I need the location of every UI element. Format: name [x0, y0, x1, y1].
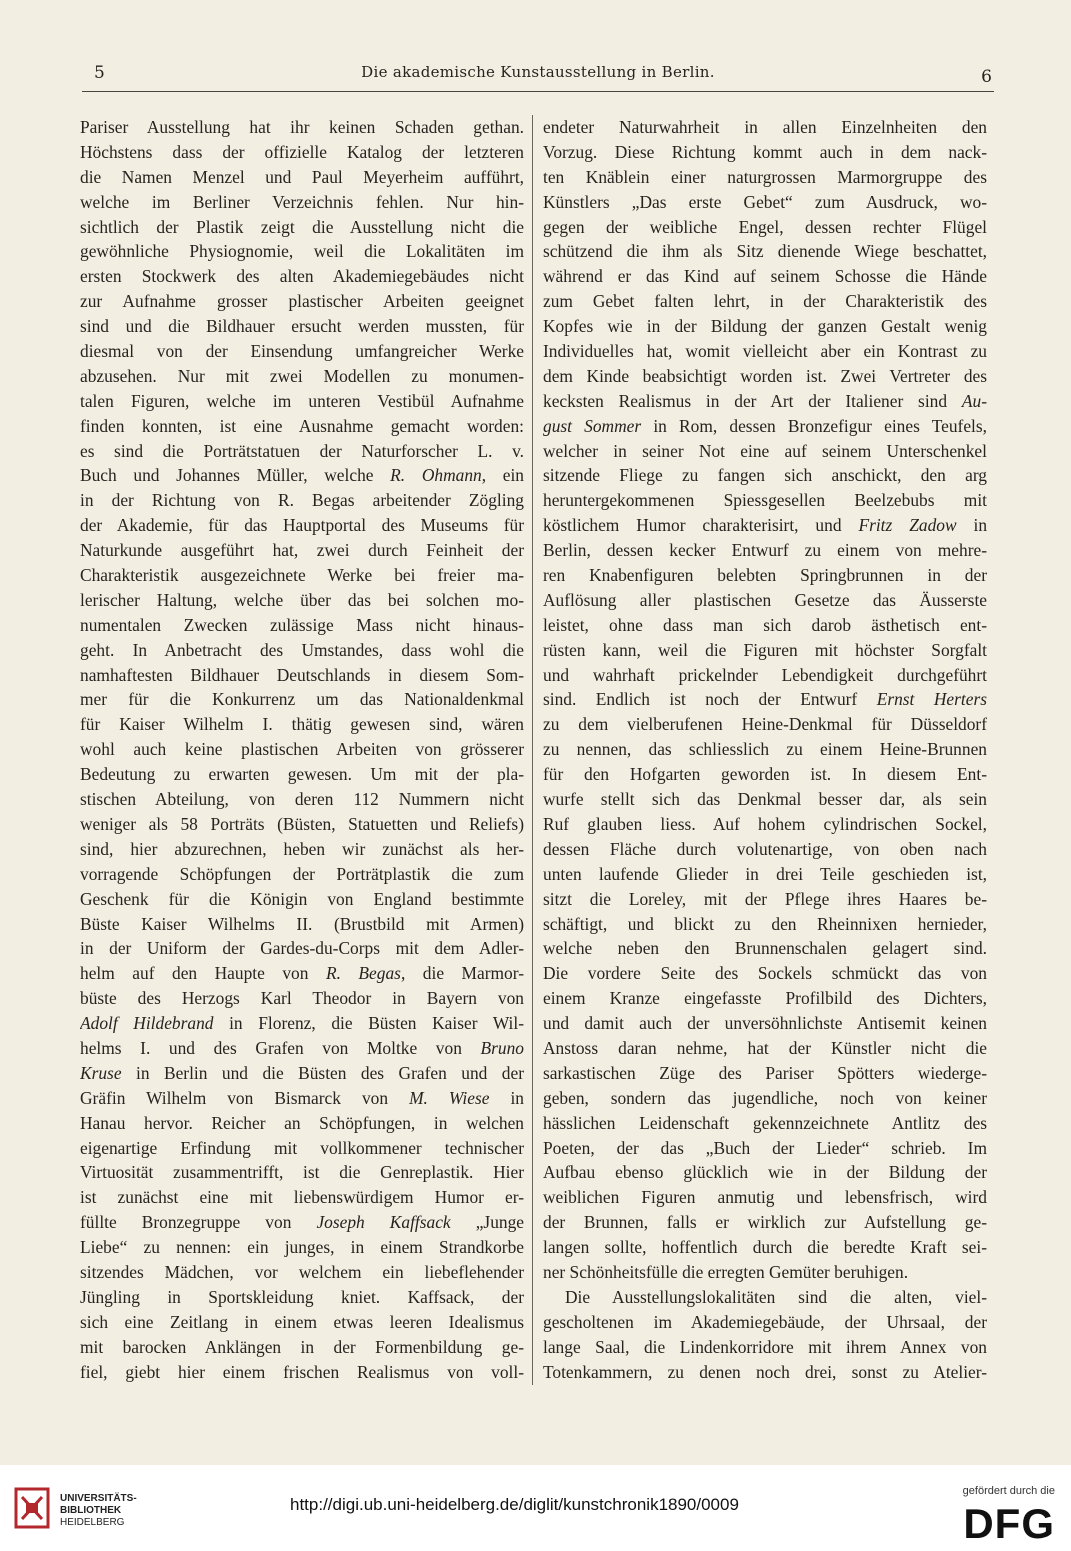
text-run: in Florenz, die Büsten Kaiser Wil-: [213, 1013, 524, 1034]
text-line: [543, 339, 987, 364]
library-line-3: HEIDELBERG: [60, 1517, 125, 1528]
text-run: zum Gebet falten lehrt, in der Charakteristik des: [543, 291, 987, 312]
text-run: Die vordere Seite des Sockels schmückt das von: [543, 963, 987, 984]
text-line: [80, 513, 524, 538]
text-run: Charakteristik ausgezeichnete Werke bei freier ma-: [80, 565, 524, 586]
text-line: [80, 812, 524, 837]
text-run: dessen Fläche durch volutenartige, von oben nach: [543, 838, 987, 859]
text-line: [80, 1160, 524, 1185]
text-run: Anstoss daran nehme, hat der Künstler nicht die: [543, 1037, 987, 1058]
text-run: in Berlin und die Büsten des Grafen und der: [121, 1062, 524, 1083]
text-line: [80, 1260, 524, 1285]
italic-name: Ernst Herters: [876, 689, 987, 710]
library-line-2: BIBLIOTHEK: [60, 1505, 122, 1516]
text-run: für Kaiser Wilhelm I. thätig gewesen sind, wären: [80, 714, 524, 735]
text-line: [543, 737, 987, 762]
text-line: [543, 812, 987, 837]
text-line: [543, 862, 987, 887]
text-run: helms I. und des Grafen von Moltke von: [80, 1037, 481, 1058]
text-run: welche neben den Brunnenschalen gelagert sind.: [543, 938, 987, 959]
text-run: zu nennen, das schliesslich zu einem Heine-Brunnen: [543, 739, 987, 760]
text-run: wohl auch keine plastischen Arbeiten von grösserer: [80, 739, 524, 760]
text-run: Naturkunde ausgeführt hat, zwei durch Feinheit der: [80, 540, 524, 561]
text-line: [80, 936, 524, 961]
text-line: [80, 264, 524, 289]
text-run: numentalen Zwecken zulässige Mass nicht hinaus-: [80, 614, 524, 635]
text-line: [80, 663, 524, 688]
text-run: ersten Stockwerk des alten Akademiegebäudes nicht: [80, 266, 524, 287]
text-line: [80, 165, 524, 190]
text-line: [80, 862, 524, 887]
text-run: lange Saal, die Lindenkorridore mit ihrem Annex von: [543, 1336, 987, 1357]
text-run: ten Knäblein einer naturgrossen Marmorgruppe des: [543, 166, 987, 187]
text-line: [543, 687, 987, 712]
text-run: geht. In Anbetracht des Umstandes, dass wohl die: [80, 639, 524, 660]
italic-name: Fritz Zadow: [858, 515, 957, 536]
text-line: [80, 1086, 524, 1111]
text-run: Gräfin Wilhelm von Bismarck von: [80, 1087, 410, 1108]
text-line: [80, 1360, 524, 1385]
italic-name: Au-: [961, 390, 987, 411]
header-rule: [82, 91, 994, 92]
text-line: [80, 912, 524, 937]
text-run: welche im Berliner Verzeichnis fehlen. Nur hin-: [80, 191, 524, 212]
text-line: [80, 289, 524, 314]
text-line: [543, 1335, 987, 1360]
text-line: [80, 488, 524, 513]
text-line: [80, 1061, 524, 1086]
text-line: [543, 215, 987, 240]
text-line: [80, 215, 524, 240]
text-line: [80, 1210, 524, 1235]
text-line: [543, 663, 987, 688]
text-line: [80, 439, 524, 464]
text-run: die Namen Menzel und Paul Meyerheim aufführt,: [80, 166, 524, 187]
text-run: sind und die Bildhauer ersucht werden mussten, für: [80, 316, 524, 337]
text-run: ner Schönheitsfülle die erregten Gemüter beruhigen.: [543, 1261, 909, 1282]
text-line: [80, 1235, 524, 1260]
text-run: sich eine Zeitlang in einem etwas leeren Idealismus: [80, 1311, 524, 1332]
text-run: in: [489, 1087, 524, 1108]
text-line: [80, 239, 524, 264]
italic-name: Adolf Hildebrand: [80, 1013, 214, 1034]
text-run: sind. Endlich ist noch der Entwurf: [543, 689, 877, 710]
university-library-name: [60, 1493, 137, 1529]
text-run: für den Hofgarten geworden ist. In diesem Ent-: [543, 764, 987, 785]
page-number-right: 6: [981, 67, 992, 87]
text-run: Virtuosität zusammentrifft, ist die Genreplastik. Hier: [80, 1162, 524, 1183]
text-line: [543, 712, 987, 737]
text-line: [543, 314, 987, 339]
text-run: , die Marmor-: [400, 963, 524, 984]
text-run: welcher in seiner Not eine auf seinem Unterschenkel: [543, 440, 987, 461]
text-line: [543, 986, 987, 1011]
text-run: in der Richtung von R. Begas arbeitender Zögling: [80, 490, 524, 511]
text-run: zur Aufnahme grosser plastischer Arbeiten geeignet: [80, 291, 524, 312]
text-run: heruntergekommenen Spiessgesellen Beelzebubs mit: [543, 490, 987, 511]
text-run: mer für die Konkurrenz um das Nationaldenkmal: [80, 689, 524, 710]
text-line: [80, 1111, 524, 1136]
text-run: , ein: [481, 465, 524, 486]
italic-name: R. Begas: [325, 963, 401, 984]
funding-caption: gefördert durch die: [962, 1485, 1055, 1497]
text-line: [80, 961, 524, 986]
italic-name: Kruse: [80, 1062, 122, 1083]
text-run: diesmal von der Einsendung umfangreicher Werke: [80, 341, 524, 362]
text-run: es sind die Porträtstatuen der Naturforscher L. v.: [80, 440, 524, 461]
text-run: fiel, giebt hier einem frischen Realismus von voll-: [80, 1361, 524, 1382]
text-run: schäftigt, und blickt zu den Rheinnixen hernieder,: [543, 913, 987, 934]
page-header: [82, 63, 994, 89]
text-line: [543, 1160, 987, 1185]
text-run: Geschenk für die Königin von England bestimmte: [80, 888, 524, 909]
text-line: [80, 887, 524, 912]
text-line: [543, 414, 987, 439]
text-line: [80, 463, 524, 488]
text-line: [543, 613, 987, 638]
text-line: [80, 1036, 524, 1061]
italic-name: M. Wiese: [409, 1087, 490, 1108]
text-line: [543, 165, 987, 190]
text-run: ist zunächst eine mit liebenswürdigem Humor er-: [80, 1187, 524, 1208]
right-text-column: [543, 115, 987, 1384]
text-run: eigenartige Erfindung mit vollkommener technischer: [80, 1137, 524, 1158]
text-run: Die Ausstellungslokalitäten sind die alten, viel-: [565, 1286, 987, 1307]
text-run: während er das Kind auf seinem Schosse die Hände: [543, 266, 987, 287]
text-run: mit barocken Anklängen in der Formenbildung ge-: [80, 1336, 524, 1357]
text-line: [80, 1185, 524, 1210]
text-line: [80, 314, 524, 339]
italic-name: gust Sommer: [543, 415, 642, 436]
text-line: [80, 1310, 524, 1335]
text-line: [543, 1310, 987, 1335]
text-line: [80, 140, 524, 165]
text-run: Bedeutung zu erwarten gewesen. Um mit der pla-: [80, 764, 524, 785]
digitization-footer: [0, 1465, 1071, 1551]
text-line: [543, 1260, 987, 1285]
text-line: [543, 1210, 987, 1235]
text-line: [543, 912, 987, 937]
text-run: schützend die ihm als Sitz dienende Wiege beschattet,: [543, 241, 987, 262]
text-run: köstlichem Humor charakterisirt, und: [543, 515, 859, 536]
text-line: [80, 687, 524, 712]
text-run: sind, hier abzurechnen, heben wir zunächst als her-: [80, 838, 524, 859]
text-run: sarkastischen Züge des Pariser Spötters wiederge-: [543, 1062, 987, 1083]
text-run: Künstlers „Das erste Gebet“ zum Ausdruck, wo-: [543, 191, 987, 212]
text-run: „Junge: [450, 1212, 524, 1233]
library-line-1: UNIVERSITÄTS-: [60, 1493, 137, 1504]
text-run: wurfe stellt sich das Denkmal besser dar, als sein: [543, 789, 987, 810]
text-line: [543, 439, 987, 464]
text-run: Kopfes wie in der Bildung der ganzen Gestalt wenig: [543, 316, 987, 337]
text-run: helm auf den Haupte von: [80, 963, 326, 984]
text-line: [80, 712, 524, 737]
text-run: hässlichen Leidenschaft gekennzeichnete Antlitz des: [543, 1112, 987, 1133]
running-title: Die akademische Kunstausstellung in Berlin.: [361, 63, 715, 81]
text-run: abzusehen. Nur mit zwei Modellen zu monumen-: [80, 365, 524, 386]
text-line: [80, 1285, 524, 1310]
text-line: [543, 1136, 987, 1161]
dfg-logo: DFG: [963, 1500, 1055, 1547]
text-run: endeter Naturwahrheit in allen Einzelnheiten den: [543, 117, 987, 137]
text-line: [543, 513, 987, 538]
text-run: gewöhnliche Physiognomie, weil die Lokalitäten im: [80, 241, 524, 262]
text-line: [543, 115, 987, 140]
italic-name: Joseph Kaffsack: [316, 1212, 451, 1233]
text-line: [80, 115, 524, 140]
text-line: [80, 837, 524, 862]
text-run: Hanau hervor. Reicher an Schöpfungen, in welchen: [80, 1112, 524, 1133]
text-line: [80, 737, 524, 762]
text-line: [80, 1011, 524, 1036]
text-run: weiblichen Figuren anmutig und lebensfrisch, wird: [543, 1187, 987, 1208]
text-line: [543, 1036, 987, 1061]
text-run: ren Knabenfiguren belebten Springbrunnen in der: [543, 565, 987, 586]
text-line: [543, 264, 987, 289]
text-run: sichtlich der Plastik zeigt die Ausstellung nicht die: [80, 216, 524, 237]
text-run: leistet, ohne dass man sich darob ästhetisch ent-: [543, 614, 987, 635]
text-line: [543, 961, 987, 986]
text-line: [80, 190, 524, 215]
text-line: [80, 538, 524, 563]
text-line: [543, 563, 987, 588]
text-run: Buch und Johannes Müller, welche: [80, 465, 391, 486]
text-line: [80, 563, 524, 588]
text-run: kecksten Realismus in der Art der Italiener sind: [543, 390, 962, 411]
text-line: [80, 1136, 524, 1161]
text-line: [543, 463, 987, 488]
page-number-left: 5: [94, 63, 105, 83]
italic-name: R. Ohmann: [390, 465, 482, 486]
text-run: sitzende Fliege zu fangen sich anschickt, den arg: [543, 465, 987, 486]
text-line: [80, 787, 524, 812]
text-line: [80, 762, 524, 787]
text-run: rüsten kann, weil die Figuren mit höchster Sorgfalt: [543, 639, 987, 660]
text-run: Liebe“ zu nennen: ein junges, in einem Strandkorbe: [80, 1237, 524, 1258]
text-line: [80, 364, 524, 389]
text-line: [543, 1111, 987, 1136]
text-line: [543, 936, 987, 961]
text-run: Aufbau ebenso glücklich wie in der Bildung der: [543, 1162, 987, 1183]
text-line: [543, 762, 987, 787]
text-line: [80, 613, 524, 638]
text-run: Jüngling in Sportskleidung kniet. Kaffsack, der: [80, 1286, 524, 1307]
text-line: [543, 1086, 987, 1111]
text-run: der Brunnen, falls er wirklich zur Aufstellung ge-: [543, 1212, 987, 1233]
text-run: sitzt die Loreley, mit der Pflege ihres Haares be-: [543, 888, 987, 909]
text-run: gegen der weibliche Engel, dessen rechter Flügel: [543, 216, 987, 237]
text-line: [543, 289, 987, 314]
text-line: [543, 538, 987, 563]
text-line: [543, 588, 987, 613]
text-run: in Rom, dessen Bronzefigur eines Teufels,: [641, 415, 987, 436]
text-line: [80, 414, 524, 439]
column-divider: [532, 115, 533, 1385]
text-line: [543, 638, 987, 663]
text-line: [80, 339, 524, 364]
text-line: [543, 389, 987, 414]
text-run: in der Uniform der Gardes-du-Corps mit dem Adler-: [80, 938, 524, 959]
text-line: [543, 837, 987, 862]
text-line: [543, 239, 987, 264]
text-line: [543, 190, 987, 215]
text-run: vorragende Schöpfungen der Porträtplastik die zum: [80, 863, 524, 884]
text-run: unten laufende Glieder in drei Teile geschieden ist,: [543, 863, 987, 884]
text-run: Totenkammern, zu denen noch drei, sonst zu Atelier-: [543, 1361, 987, 1382]
text-run: Vorzug. Diese Richtung kommt auch in dem nack-: [543, 141, 987, 162]
left-text-column: [80, 115, 524, 1384]
text-line: [543, 1185, 987, 1210]
text-line: [543, 488, 987, 513]
university-library-logo-icon: [12, 1485, 52, 1531]
text-run: füllte Bronzegruppe von: [80, 1212, 317, 1233]
text-line: [80, 588, 524, 613]
text-run: Berlin, dessen kecker Entwurf zu einem von mehre-: [543, 540, 987, 561]
text-line: [543, 787, 987, 812]
text-run: Büste Kaiser Wilhelms II. (Brustbild mit Armen): [80, 913, 524, 934]
text-run: Auflösung aller plastischen Gesetze das Äusserste: [543, 589, 987, 610]
text-run: der Akademie, für das Hauptportal des Museums für: [80, 515, 524, 536]
text-run: lerischer Haltung, welche über das bei solchen mo-: [80, 589, 524, 610]
text-line: [80, 638, 524, 663]
text-run: Pariser Ausstellung hat ihr keinen Schaden gethan.: [80, 117, 524, 137]
text-run: namhaftesten Bildhauer Deutschlands in diesem Som-: [80, 664, 524, 685]
text-run: in: [956, 515, 987, 536]
source-url-link[interactable]: http://digi.ub.uni-heidelberg.de/diglit/kunstchronik1890/0009: [290, 1495, 739, 1514]
text-run: Poeten, der das „Buch der Lieder“ schrieb. Im: [543, 1137, 987, 1158]
text-run: zu dem vielberufenen Heine-Denkmal für Düsseldorf: [543, 714, 987, 735]
text-run: und damit auch der unversöhnlichste Antisemit keinen: [543, 1013, 987, 1034]
text-line: [543, 140, 987, 165]
text-run: dem Kinde beabsichtigt worden ist. Zwei Vertreter des: [543, 365, 987, 386]
text-line: [543, 1360, 987, 1385]
text-run: büste des Herzogs Karl Theodor in Bayern von: [80, 988, 524, 1009]
text-line: [80, 986, 524, 1011]
italic-name: Bruno: [480, 1037, 524, 1058]
text-line: [543, 1235, 987, 1260]
text-run: weniger als 58 Porträts (Büsten, Statuetten und Reliefs): [80, 813, 524, 834]
text-line: [543, 1011, 987, 1036]
text-run: Individuelles hat, womit vielleicht aber ein Kontrast zu: [543, 341, 987, 362]
text-run: und wahrhaft prickelnder Lebendigkeit durchgeführt: [543, 664, 987, 685]
text-run: talen Figuren, welche im unteren Vestibül Aufnahme: [80, 390, 524, 411]
text-line: [543, 1061, 987, 1086]
text-run: geben, sondern das jugendliche, noch von keiner: [543, 1087, 987, 1108]
text-run: gescholtenen im Akademiegebäude, der Uhrsaal, der: [543, 1311, 987, 1332]
text-run: Höchstens dass der offizielle Katalog der letzteren: [80, 141, 524, 162]
text-run: einem Kranze eingefasste Profilbild des Dichters,: [543, 988, 987, 1009]
text-run: sitzendes Mädchen, vor welchem ein liebeflehender: [80, 1261, 524, 1282]
text-run: Ruf glauben liess. Auf hohem cylindrischen Sockel,: [543, 813, 987, 834]
text-line: [543, 1285, 987, 1310]
text-line: [80, 1335, 524, 1360]
text-run: stischen Abteilung, von deren 112 Nummern nicht: [80, 789, 524, 810]
text-line: [543, 364, 987, 389]
text-run: finden konnten, ist eine Ausnahme gemacht worden:: [80, 415, 524, 436]
text-line: [80, 389, 524, 414]
text-run: langen sollte, hoffentlich durch die beredte Kraft sei-: [543, 1237, 987, 1258]
text-line: [543, 887, 987, 912]
